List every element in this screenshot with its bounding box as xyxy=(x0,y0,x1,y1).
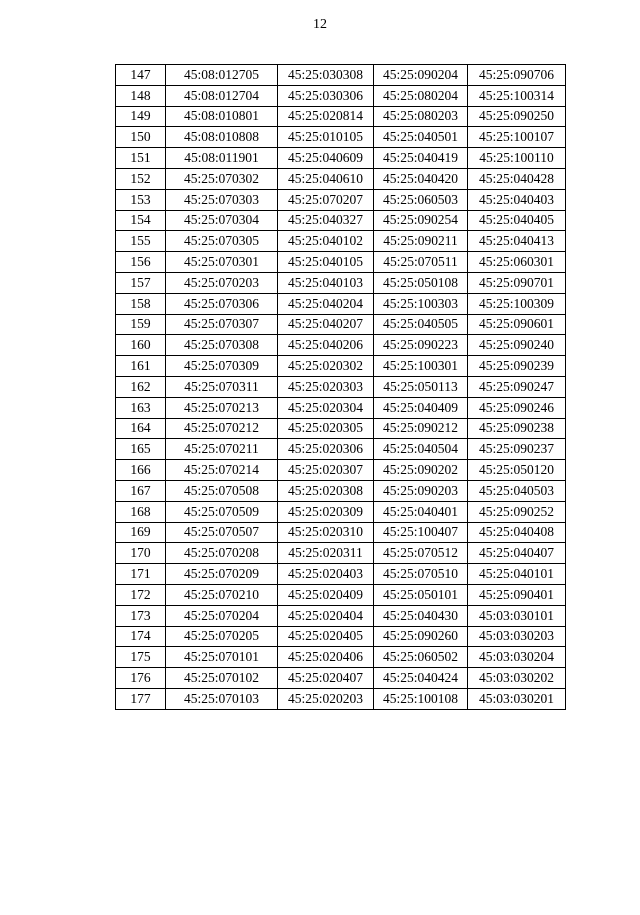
cadastral-cell-col2: 45:25:020307 xyxy=(278,460,374,481)
cadastral-cell-col4: 45:25:090237 xyxy=(468,439,566,460)
cadastral-cell-col3: 45:25:050101 xyxy=(374,584,468,605)
table-row xyxy=(116,189,566,210)
row-number-cell: 160 xyxy=(116,335,166,356)
cadastral-cell-col4: 45:25:090706 xyxy=(468,65,566,86)
cadastral-cell-col2: 45:25:020403 xyxy=(278,564,374,585)
cadastral-cell-col2: 45:25:040105 xyxy=(278,252,374,273)
cadastral-cell-col1: 45:08:010801 xyxy=(166,106,278,127)
row-number-cell: 170 xyxy=(116,543,166,564)
cadastral-cell-col4: 45:25:100309 xyxy=(468,293,566,314)
cadastral-cell-col4: 45:25:040503 xyxy=(468,480,566,501)
cadastral-cell-col1: 45:25:070308 xyxy=(166,335,278,356)
cadastral-cell-col1: 45:25:070103 xyxy=(166,688,278,709)
cadastral-cell-col2: 45:25:020814 xyxy=(278,106,374,127)
cadastral-cell-col3: 45:25:090204 xyxy=(374,65,468,86)
table-row xyxy=(116,168,566,189)
cadastral-cell-col2: 45:25:030308 xyxy=(278,65,374,86)
row-number-cell: 157 xyxy=(116,272,166,293)
table-row xyxy=(116,85,566,106)
cadastral-cell-col2: 45:25:040204 xyxy=(278,293,374,314)
table-row xyxy=(116,605,566,626)
cadastral-cell-col1: 45:08:012705 xyxy=(166,65,278,86)
row-number-cell: 149 xyxy=(116,106,166,127)
cadastral-cell-col3: 45:25:090212 xyxy=(374,418,468,439)
table-row xyxy=(116,688,566,709)
cadastral-cell-col3: 45:25:040401 xyxy=(374,501,468,522)
cadastral-cell-col1: 45:25:070507 xyxy=(166,522,278,543)
row-number-cell: 159 xyxy=(116,314,166,335)
cadastral-cell-col1: 45:25:070508 xyxy=(166,480,278,501)
cadastral-cell-col2: 45:25:030306 xyxy=(278,85,374,106)
cadastral-cell-col1: 45:25:070208 xyxy=(166,543,278,564)
cadastral-cell-col3: 45:25:070510 xyxy=(374,564,468,585)
cadastral-cell-col4: 45:03:030101 xyxy=(468,605,566,626)
table-row xyxy=(116,376,566,397)
cadastral-cell-col2: 45:25:070207 xyxy=(278,189,374,210)
table-row xyxy=(116,460,566,481)
row-number-cell: 150 xyxy=(116,127,166,148)
cadastral-cell-col1: 45:08:011901 xyxy=(166,148,278,169)
cadastral-cell-col2: 45:25:040609 xyxy=(278,148,374,169)
cadastral-cell-col1: 45:25:070307 xyxy=(166,314,278,335)
row-number-cell: 148 xyxy=(116,85,166,106)
cadastral-cell-col4: 45:25:060301 xyxy=(468,252,566,273)
cadastral-cell-col2: 45:25:020304 xyxy=(278,397,374,418)
row-number-cell: 175 xyxy=(116,647,166,668)
cadastral-cell-col3: 45:25:040409 xyxy=(374,397,468,418)
cadastral-cell-col1: 45:25:070305 xyxy=(166,231,278,252)
table-row xyxy=(116,564,566,585)
cadastral-cell-col1: 45:25:070209 xyxy=(166,564,278,585)
cadastral-cell-col1: 45:25:070213 xyxy=(166,397,278,418)
row-number-cell: 152 xyxy=(116,168,166,189)
table-row xyxy=(116,106,566,127)
cadastral-cell-col1: 45:25:070302 xyxy=(166,168,278,189)
cadastral-cell-col3: 45:25:040424 xyxy=(374,668,468,689)
row-number-cell: 151 xyxy=(116,148,166,169)
row-number-cell: 176 xyxy=(116,668,166,689)
table-row xyxy=(116,439,566,460)
page-number: 12 xyxy=(313,17,327,32)
cadastral-cell-col3: 45:25:090254 xyxy=(374,210,468,231)
cadastral-cell-col4: 45:25:040407 xyxy=(468,543,566,564)
cadastral-cell-col4: 45:25:090601 xyxy=(468,314,566,335)
cadastral-cell-col3: 45:25:070511 xyxy=(374,252,468,273)
cadastral-cell-col2: 45:25:040206 xyxy=(278,335,374,356)
row-number-cell: 147 xyxy=(116,65,166,86)
cadastral-cell-col3: 45:25:060502 xyxy=(374,647,468,668)
cadastral-cell-col2: 45:25:020407 xyxy=(278,668,374,689)
cadastral-cell-col3: 45:25:040430 xyxy=(374,605,468,626)
cadastral-cell-col2: 45:25:020303 xyxy=(278,376,374,397)
cadastral-cell-col2: 45:25:040102 xyxy=(278,231,374,252)
cadastral-cell-col1: 45:25:070309 xyxy=(166,356,278,377)
cadastral-cell-col1: 45:25:070204 xyxy=(166,605,278,626)
row-number-cell: 167 xyxy=(116,480,166,501)
table-row xyxy=(116,522,566,543)
cadastral-cell-col3: 45:25:090260 xyxy=(374,626,468,647)
table-row xyxy=(116,65,566,86)
table-row xyxy=(116,397,566,418)
cadastral-cell-col1: 45:25:070301 xyxy=(166,252,278,273)
cadastral-cell-col1: 45:25:070203 xyxy=(166,272,278,293)
cadastral-cell-col4: 45:25:100107 xyxy=(468,127,566,148)
cadastral-cell-col1: 45:25:070102 xyxy=(166,668,278,689)
cadastral-cell-col3: 45:25:080203 xyxy=(374,106,468,127)
cadastral-cell-col3: 45:25:070512 xyxy=(374,543,468,564)
cadastral-cell-col3: 45:25:090223 xyxy=(374,335,468,356)
cadastral-cell-col4: 45:25:040428 xyxy=(468,168,566,189)
cadastral-cell-col2: 45:25:020311 xyxy=(278,543,374,564)
cadastral-cell-col3: 45:25:060503 xyxy=(374,189,468,210)
cadastral-cell-col1: 45:25:070101 xyxy=(166,647,278,668)
cadastral-cell-col2: 45:25:020306 xyxy=(278,439,374,460)
cadastral-cell-col4: 45:03:030202 xyxy=(468,668,566,689)
row-number-cell: 174 xyxy=(116,626,166,647)
table-row xyxy=(116,543,566,564)
cadastral-cell-col4: 45:03:030204 xyxy=(468,647,566,668)
cadastral-cell-col2: 45:25:020309 xyxy=(278,501,374,522)
cadastral-cell-col3: 45:25:040505 xyxy=(374,314,468,335)
cadastral-cell-col1: 45:25:070211 xyxy=(166,439,278,460)
cadastral-cell-col4: 45:25:040403 xyxy=(468,189,566,210)
cadastral-cell-col1: 45:08:010808 xyxy=(166,127,278,148)
row-number-cell: 158 xyxy=(116,293,166,314)
row-number-cell: 153 xyxy=(116,189,166,210)
cadastral-cell-col4: 45:25:090250 xyxy=(468,106,566,127)
table-body xyxy=(116,65,566,710)
cadastral-cell-col4: 45:25:090401 xyxy=(468,584,566,605)
row-number-cell: 177 xyxy=(116,688,166,709)
cadastral-cell-col4: 45:25:090239 xyxy=(468,356,566,377)
row-number-cell: 164 xyxy=(116,418,166,439)
table-row xyxy=(116,501,566,522)
table-row xyxy=(116,127,566,148)
row-number-cell: 155 xyxy=(116,231,166,252)
row-number-cell: 173 xyxy=(116,605,166,626)
cadastral-cell-col4: 45:03:030201 xyxy=(468,688,566,709)
cadastral-cell-col2: 45:25:020409 xyxy=(278,584,374,605)
table-row xyxy=(116,480,566,501)
cadastral-cell-col4: 45:25:040405 xyxy=(468,210,566,231)
row-number-cell: 172 xyxy=(116,584,166,605)
cadastral-cell-col4: 45:25:040413 xyxy=(468,231,566,252)
row-number-cell: 168 xyxy=(116,501,166,522)
cadastral-cell-col4: 45:25:090246 xyxy=(468,397,566,418)
table-row xyxy=(116,231,566,252)
cadastral-cell-col2: 45:25:040327 xyxy=(278,210,374,231)
row-number-cell: 163 xyxy=(116,397,166,418)
cadastral-cell-col3: 45:25:040419 xyxy=(374,148,468,169)
cadastral-cell-col4: 45:25:090701 xyxy=(468,272,566,293)
cadastral-cell-col2: 45:25:020203 xyxy=(278,688,374,709)
cadastral-cell-col1: 45:25:070311 xyxy=(166,376,278,397)
cadastral-cell-col2: 45:25:020404 xyxy=(278,605,374,626)
cadastral-numbers-table xyxy=(115,64,566,710)
cadastral-cell-col2: 45:25:040103 xyxy=(278,272,374,293)
cadastral-cell-col2: 45:25:020305 xyxy=(278,418,374,439)
cadastral-cell-col1: 45:25:070303 xyxy=(166,189,278,210)
row-number-cell: 165 xyxy=(116,439,166,460)
row-number-cell: 171 xyxy=(116,564,166,585)
table-row xyxy=(116,626,566,647)
row-number-cell: 166 xyxy=(116,460,166,481)
row-number-cell: 156 xyxy=(116,252,166,273)
cadastral-cell-col1: 45:25:070212 xyxy=(166,418,278,439)
cadastral-cell-col2: 45:25:020406 xyxy=(278,647,374,668)
cadastral-cell-col3: 45:25:100301 xyxy=(374,356,468,377)
cadastral-cell-col3: 45:25:050108 xyxy=(374,272,468,293)
cadastral-cell-col4: 45:25:100110 xyxy=(468,148,566,169)
row-number-cell: 169 xyxy=(116,522,166,543)
table-row xyxy=(116,252,566,273)
cadastral-cell-col1: 45:25:070509 xyxy=(166,501,278,522)
row-number-cell: 162 xyxy=(116,376,166,397)
table-row xyxy=(116,293,566,314)
table-row xyxy=(116,314,566,335)
cadastral-cell-col3: 45:25:080204 xyxy=(374,85,468,106)
cadastral-cell-col3: 45:25:040420 xyxy=(374,168,468,189)
cadastral-cell-col2: 45:25:040610 xyxy=(278,168,374,189)
cadastral-cell-col4: 45:25:090247 xyxy=(468,376,566,397)
cadastral-cell-col4: 45:25:090252 xyxy=(468,501,566,522)
cadastral-cell-col4: 45:03:030203 xyxy=(468,626,566,647)
cadastral-cell-col2: 45:25:020310 xyxy=(278,522,374,543)
cadastral-cell-col3: 45:25:040501 xyxy=(374,127,468,148)
cadastral-cell-col1: 45:25:070306 xyxy=(166,293,278,314)
cadastral-cell-col3: 45:25:100407 xyxy=(374,522,468,543)
cadastral-cell-col3: 45:25:090211 xyxy=(374,231,468,252)
cadastral-cell-col3: 45:25:090202 xyxy=(374,460,468,481)
cadastral-cell-col4: 45:25:040408 xyxy=(468,522,566,543)
cadastral-cell-col2: 45:25:020405 xyxy=(278,626,374,647)
cadastral-cell-col4: 45:25:050120 xyxy=(468,460,566,481)
table-row xyxy=(116,668,566,689)
table-row xyxy=(116,647,566,668)
cadastral-cell-col2: 45:25:020302 xyxy=(278,356,374,377)
cadastral-cell-col3: 45:25:100303 xyxy=(374,293,468,314)
row-number-cell: 161 xyxy=(116,356,166,377)
table-row xyxy=(116,356,566,377)
cadastral-cell-col2: 45:25:020308 xyxy=(278,480,374,501)
cadastral-cell-col1: 45:08:012704 xyxy=(166,85,278,106)
cadastral-cell-col3: 45:25:090203 xyxy=(374,480,468,501)
table-row xyxy=(116,584,566,605)
cadastral-cell-col4: 45:25:090240 xyxy=(468,335,566,356)
cadastral-cell-col1: 45:25:070304 xyxy=(166,210,278,231)
cadastral-cell-col2: 45:25:010105 xyxy=(278,127,374,148)
row-number-cell: 154 xyxy=(116,210,166,231)
cadastral-cell-col3: 45:25:100108 xyxy=(374,688,468,709)
cadastral-cell-col1: 45:25:070210 xyxy=(166,584,278,605)
cadastral-cell-col1: 45:25:070205 xyxy=(166,626,278,647)
cadastral-cell-col1: 45:25:070214 xyxy=(166,460,278,481)
cadastral-cell-col3: 45:25:040504 xyxy=(374,439,468,460)
table-row xyxy=(116,210,566,231)
table-row xyxy=(116,418,566,439)
table-row xyxy=(116,148,566,169)
cadastral-cell-col4: 45:25:040101 xyxy=(468,564,566,585)
cadastral-cell-col4: 45:25:100314 xyxy=(468,85,566,106)
table-row xyxy=(116,335,566,356)
cadastral-cell-col3: 45:25:050113 xyxy=(374,376,468,397)
cadastral-cell-col4: 45:25:090238 xyxy=(468,418,566,439)
cadastral-cell-col2: 45:25:040207 xyxy=(278,314,374,335)
table-row xyxy=(116,272,566,293)
